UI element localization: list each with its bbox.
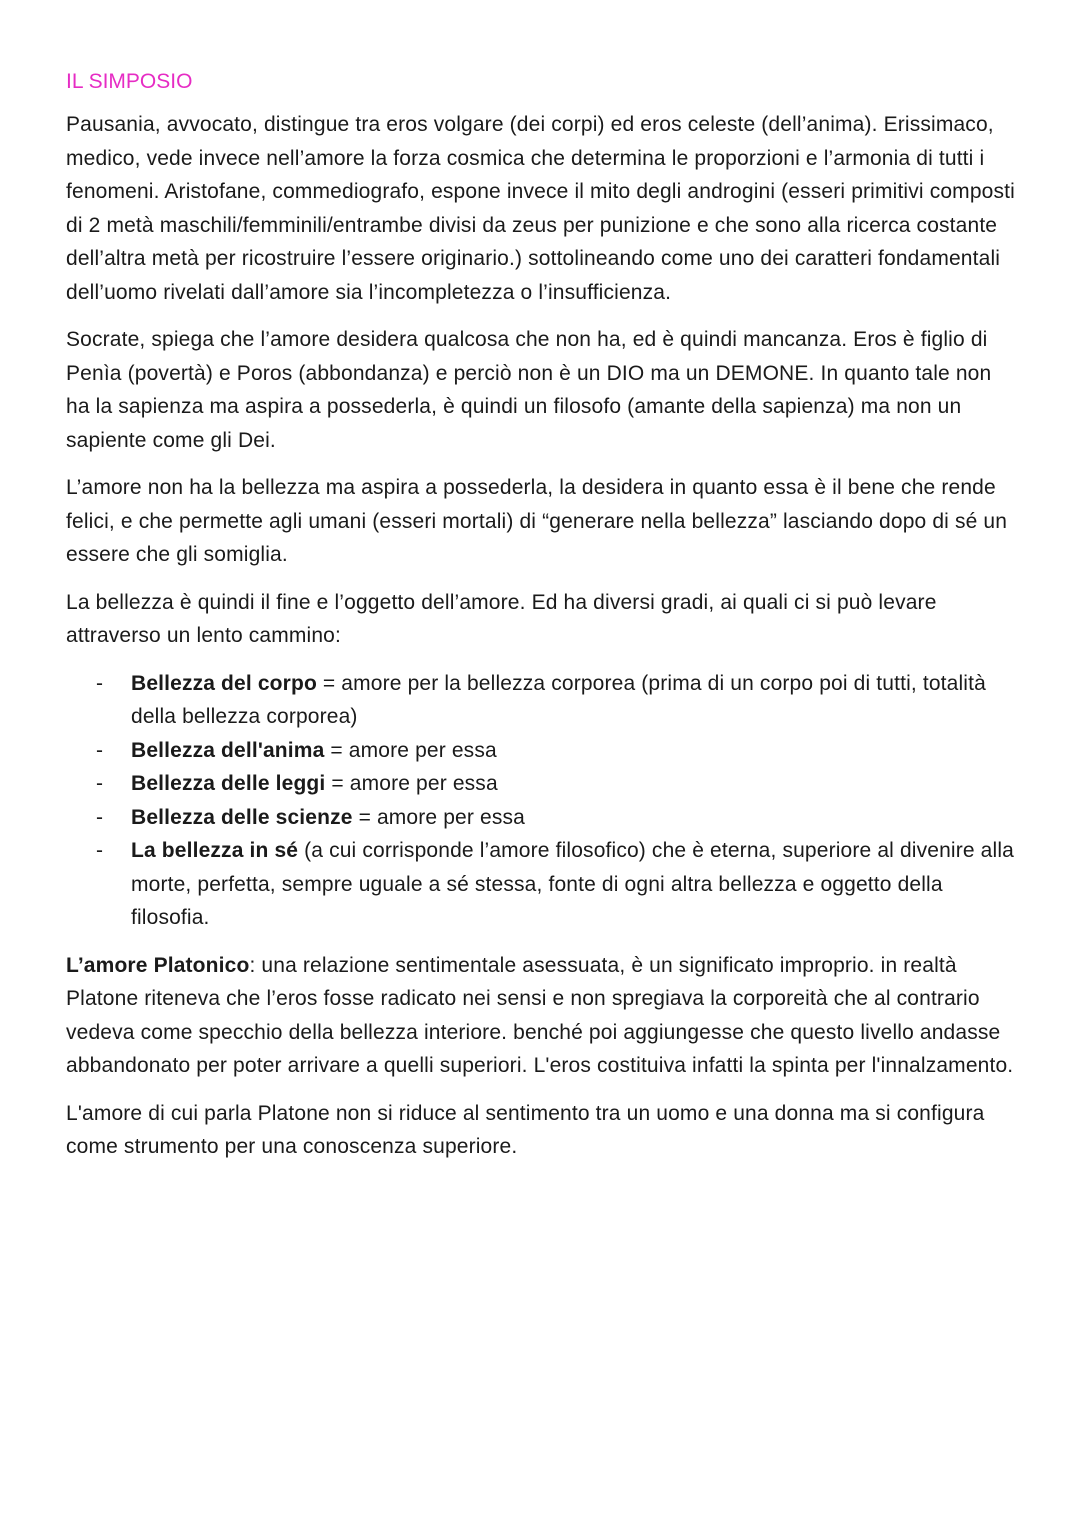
list-item-term: Bellezza dell'anima <box>131 738 325 762</box>
list-item-description: = amore per essa <box>324 738 497 762</box>
list-dash: - <box>96 671 104 695</box>
list-item <box>66 734 1016 768</box>
list-item-description: = amore per la bellezza corporea (prima di un corpo poi di tutti, totalità della bellezza corporea) <box>131 671 986 728</box>
paragraph-conclusion: L'amore di cui parla Platone non si riduce al sentimento tra un uomo e una donna ma si configura come strumento per una conoscenza superiore. <box>66 1101 985 1158</box>
paragraph-beauty-degrees: La bellezza è quindi il fine e l’oggetto dell’amore. Ed ha diversi gradi, ai quali ci si può levare attraverso un lento cammino: <box>66 590 937 647</box>
list-item-term: Bellezza del corpo <box>131 671 317 695</box>
list-item <box>66 667 1016 734</box>
list-item-term: La bellezza in sé <box>131 839 299 862</box>
list-item <box>66 834 1016 935</box>
list-item-term: Bellezza delle leggi <box>131 772 326 795</box>
list-dash: - <box>96 805 104 829</box>
page-title: IL SIMPOSIO <box>66 70 193 93</box>
paragraph-beauty-desire: L’amore non ha la bellezza ma aspira a possederla, la desidera in quanto essa è il bene che rende felici, e che permette agli umani (esseri mortali) di “generare nella bellezza” lasciando dopo di sé un essere che gli somiglia. <box>66 476 1008 566</box>
paragraph-platonic-love <box>66 949 1016 1083</box>
list-item-description: = amore per essa <box>352 805 525 829</box>
document-page <box>66 66 1016 1178</box>
paragraph-socrate: Socrate, spiega che l’amore desidera qualcosa che non ha, ed è quindi mancanza. Eros è figlio di Penìa (povertà) e Poros (abbondanza) e perciò non è un DIO ma un DEMONE. In quanto tale non ha la sapienza ma aspira a possederla, è quindi un filosofo (amante della sapienza) ma non un sapiente come gli Dei. <box>66 328 992 452</box>
list-item-description: = amore per essa <box>325 772 498 795</box>
list-item-description: (a cui corrisponde l’amore filosofico) che è eterna, superiore al divenire alla morte, perfetta, sempre uguale a sé stessa, fonte di ogni altra bellezza e oggetto della filosofia. <box>131 839 1014 929</box>
platonic-love-term: L’amore Platonico <box>66 953 250 977</box>
list-item <box>66 801 1016 835</box>
list-dash: - <box>96 738 104 762</box>
paragraph-speakers: Pausania, avvocato, distingue tra eros volgare (dei corpi) ed eros celeste (dell’anima). Erissimaco, medico, vede invece nell’amore la forza cosmica che determina le proporzioni e l’armonia di tutti i fenomeni. Aristofane, commediografo, espone invece il mito degli androgini (esseri primitivi composti di 2 metà maschili/femminili/entrambe divisi da zeus per punizione e che sono alla ricerca costante dell’altra metà per ricostruire l’essere originario.) sottolineando come uno dei caratteri fondamentali dell’uomo rivelati dall’amore sia l’incompletezza o l’insufficienza. <box>66 113 1015 304</box>
list-dash: - <box>96 772 104 795</box>
list-item <box>66 767 1016 801</box>
list-dash: - <box>96 839 104 862</box>
beauty-levels-list <box>66 667 1016 935</box>
list-item-term: Bellezza delle scienze <box>131 805 353 829</box>
platonic-love-description: : una relazione sentimentale asessuata, è un significato improprio. in realtà Platone riteneva che l’eros fosse radicato nei sensi e non spregiava la corporeità che al contrario vedeva come specchio della bellezza interiore. benché poi aggiungesse che questo livello andasse abbandonato per poter arrivare a quelli superiori. L'eros costituiva infatti la spinta per l'innalzamento. <box>66 953 1014 1077</box>
